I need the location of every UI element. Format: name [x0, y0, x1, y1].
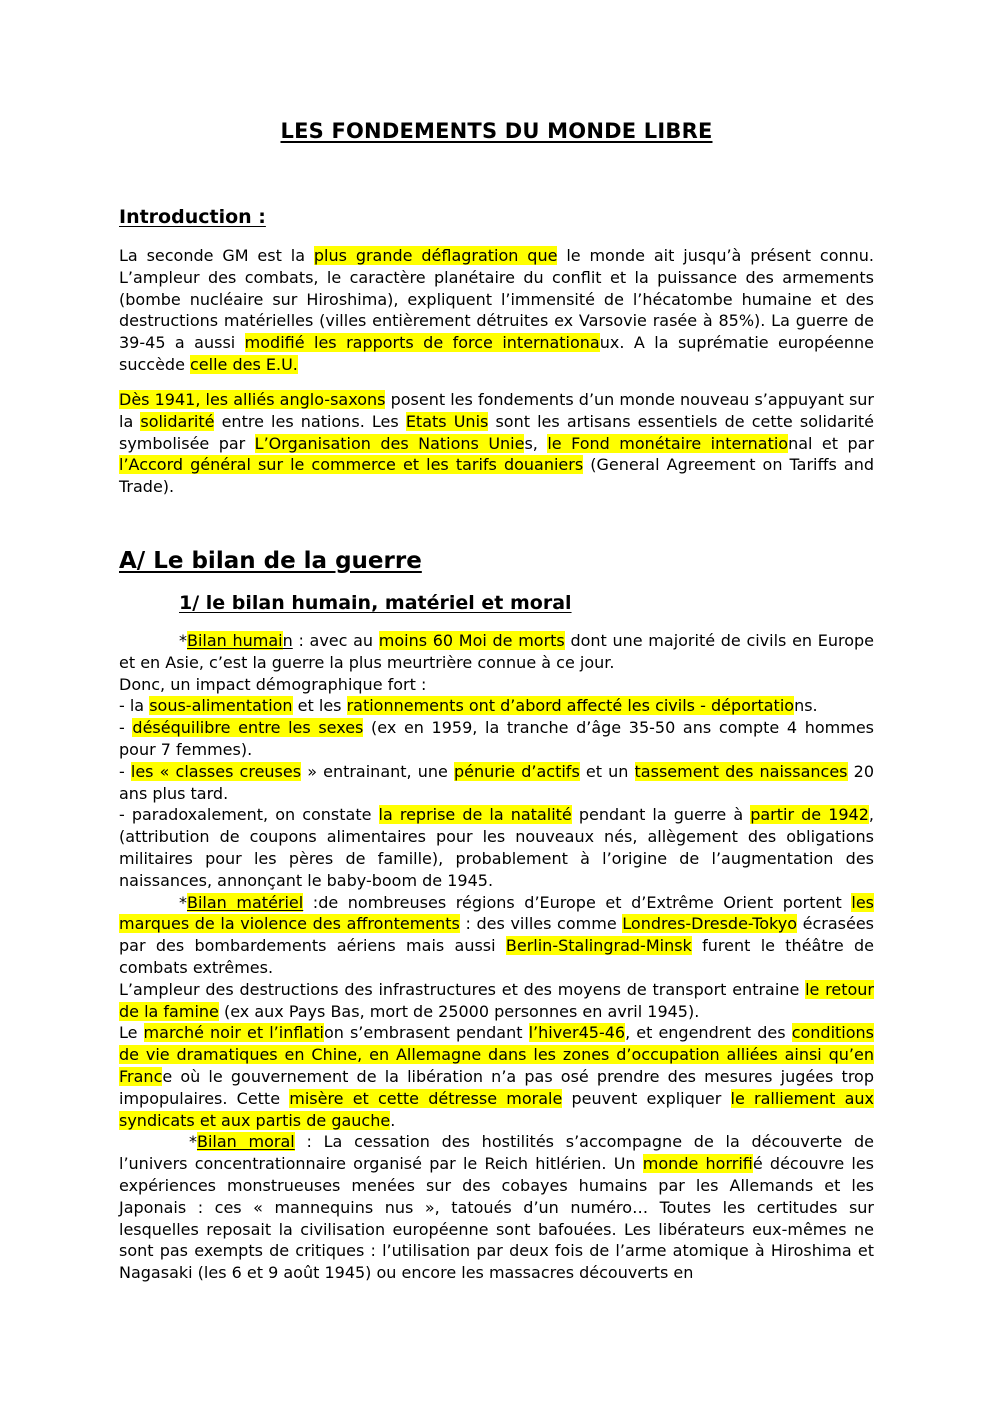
highlight: la reprise de la natalité: [378, 805, 572, 825]
highlight: L’Organisation des Nations Unie: [254, 433, 525, 453]
text-run: entre les nations. Les: [214, 411, 406, 431]
text-run: on s’embrasent pendant: [323, 1023, 529, 1043]
highlight: modifié les rapports de force internationa: [244, 333, 600, 353]
text-run: : avec au: [292, 631, 379, 650]
bilan-moral: [119, 1131, 874, 1284]
text-run: posent les fondements d’un monde nouveau s’appuyant sur la: [119, 390, 874, 431]
highlight: sous-alimentation: [149, 696, 293, 716]
text-run: s,: [524, 433, 548, 453]
bullet-star: *: [189, 1132, 197, 1152]
materiel-paragraph-3: [119, 1022, 874, 1131]
bilan-materiel: [119, 892, 874, 979]
text-run: ux. A la suprématie européenne succède: [119, 333, 875, 374]
highlight: le Fond monétaire internatio: [547, 433, 789, 453]
highlight: marché noir et l’inflati: [143, 1023, 324, 1043]
text-run: ns.: [794, 696, 818, 716]
highlight: les marques de la violence des affrontements: [119, 892, 874, 934]
highlight: l’hiver45-46: [528, 1023, 626, 1043]
text-run: » entrainant, une: [301, 761, 454, 781]
text-run: écrasées par des bombardements aériens mais aussi: [119, 914, 875, 956]
highlight: tassement des naissances: [634, 761, 848, 781]
text-run: Le: [119, 1023, 144, 1043]
highlight: les « classes creuses: [130, 761, 302, 781]
text-run: 20 ans plus tard.: [119, 761, 875, 803]
text-run: n: [282, 631, 293, 650]
highlight: pénurie d’actifs: [453, 761, 580, 781]
text-run: -: [119, 718, 133, 738]
highlight: Dès 1941, les alliés anglo-saxons: [119, 390, 386, 409]
highlight: partir de 1942: [750, 805, 869, 825]
highlight: Bilan matériel: [187, 892, 304, 912]
text-run: nal et par: [788, 433, 875, 453]
text-run: dont une majorité de civils en Europe et en Asie, c’est la guerre la plus meurtrière connue à ce jour.: [119, 631, 875, 672]
page-title: LES FONDEMENTS DU MONDE LIBRE: [280, 119, 713, 143]
text-run: - paradoxalement, on constate: [119, 805, 379, 825]
highlight: solidarité: [140, 411, 215, 431]
highlight: monde horrifi: [642, 1154, 753, 1174]
highlight: le ralliement aux syndicats et aux partis de gauche: [119, 1088, 875, 1130]
bullet-star: *: [179, 631, 187, 650]
text-run: , (attribution de coupons alimentaires pour les nouveaux nés, allègement des obligations militaires pour les pères de famille), probablement à l’origine de l’augmentation des naissances, annonçant le baby-boom de 1945.: [119, 805, 875, 890]
text-run: pendant la guerre à: [571, 805, 751, 825]
text-run: (ex aux Pays Bas, mort de 25000 personnes en avril 1945).: [218, 1001, 700, 1021]
text-run: .: [390, 1110, 396, 1130]
text-run: é découvre les expériences monstrueuses menées sur des cobayes humains par les Allemands et les Japonais : ces « mannequins nus », tatoués d’un numéro… Toutes les certitudes sur lesquelles reposait la civilisation européenne sont bafouées. Les libérateurs eux-mêmes ne sont pas exempts de critiques : l’utilisation par deux fois de l’arme atomique à Hiroshima et Nagasaki (les 6 et 9 août 1945) ou encore les massacres découverts en: [119, 1154, 875, 1283]
text-run: L’ampleur des destructions des infrastructures et des moyens de transport entraine: [119, 979, 806, 999]
highlight: rationnements ont d’abord affecté les civils - déportatio: [346, 696, 795, 716]
text-run: peuvent expliquer: [562, 1088, 731, 1108]
highlight: celle des E.U.: [190, 354, 298, 374]
text-run: -: [119, 761, 131, 781]
demographic-item-1: [119, 695, 874, 717]
bilan-body: [119, 630, 874, 1284]
subsection-1-heading: 1/ le bilan humain, matériel et moral: [179, 592, 572, 614]
text-run: - la: [119, 696, 150, 716]
text-run: et un: [579, 761, 635, 781]
highlight: l’Accord général sur le commerce et les tarifs douaniers: [119, 455, 584, 475]
text-run: : des villes comme: [459, 914, 623, 934]
intro-heading: Introduction :: [119, 206, 266, 228]
highlight: déséquilibre entre les sexes: [132, 718, 364, 738]
highlight: Londres-Dresde-Tokyo: [622, 914, 798, 934]
highlight: le retour de la famine: [119, 979, 874, 1021]
text-run: : La cessation des hostilités s’accompagne de la découverte de l’univers concentrationnaire organisé par le Reich hitlérien. Un: [119, 1132, 874, 1174]
demographic-item-4: [119, 804, 874, 891]
text-run: et les: [292, 696, 347, 716]
highlight: misère et cette détresse morale: [289, 1088, 563, 1108]
demographic-intro: Donc, un impact démographique fort :: [119, 674, 427, 694]
highlight: plus grande déflagration que: [313, 246, 558, 265]
materiel-paragraph-2: [119, 979, 874, 1023]
text-run: La seconde GM est la: [119, 246, 314, 265]
text-run: (ex en 1959, la tranche d’âge 35-50 ans compte 4 hommes pour 7 femmes).: [119, 718, 875, 759]
highlight: moins 60 Moi de morts: [378, 631, 565, 650]
highlight: Berlin-Stalingrad-Minsk: [505, 936, 692, 956]
highlight: Bilan humai: [187, 631, 283, 650]
text-run: , et engendrent des: [625, 1023, 792, 1043]
intro-paragraph-2: [119, 389, 874, 498]
demographic-item-3: [119, 761, 874, 805]
bilan-humain: [119, 630, 874, 674]
highlight: conditions de vie dramatiques en Chine, en Allemagne dans les zones d’occupation alliées ainsi qu’en Franc: [119, 1023, 874, 1086]
text-run: :de nombreuses régions d’Europe et d’Extrême Orient portent: [303, 892, 852, 912]
text-run: furent le théâtre de combats extrêmes.: [119, 936, 874, 977]
highlight: Bilan moral: [197, 1132, 295, 1152]
text-run: e où le gouvernement de la libération n’a pas osé prendre des mesures jugées trop impopulaires. Cette: [119, 1066, 874, 1108]
demographic-item-2: [119, 717, 874, 761]
text-run: sont les artisans essentiels de cette solidarité symbolisée par: [119, 411, 874, 453]
text-run: (General Agreement on Tariffs and Trade).: [119, 455, 875, 497]
bullet-star: *: [179, 892, 187, 912]
intro-paragraph-1: [119, 245, 874, 376]
text-run: le monde ait jusqu’à présent connu. L’ampleur des combats, le caractère planétaire du conflit et la puissance des armements (bombe nucléaire sur Hiroshima), expliquent l’immensité de l’hécatombe humaine et des destructions matérielles (villes entièrement détruites ex Varsovie rasée à 85%). La guerre de 39-45 a aussi: [119, 246, 875, 353]
highlight: Etats Unis: [405, 411, 489, 431]
section-a-heading: A/ Le bilan de la guerre: [119, 548, 422, 574]
